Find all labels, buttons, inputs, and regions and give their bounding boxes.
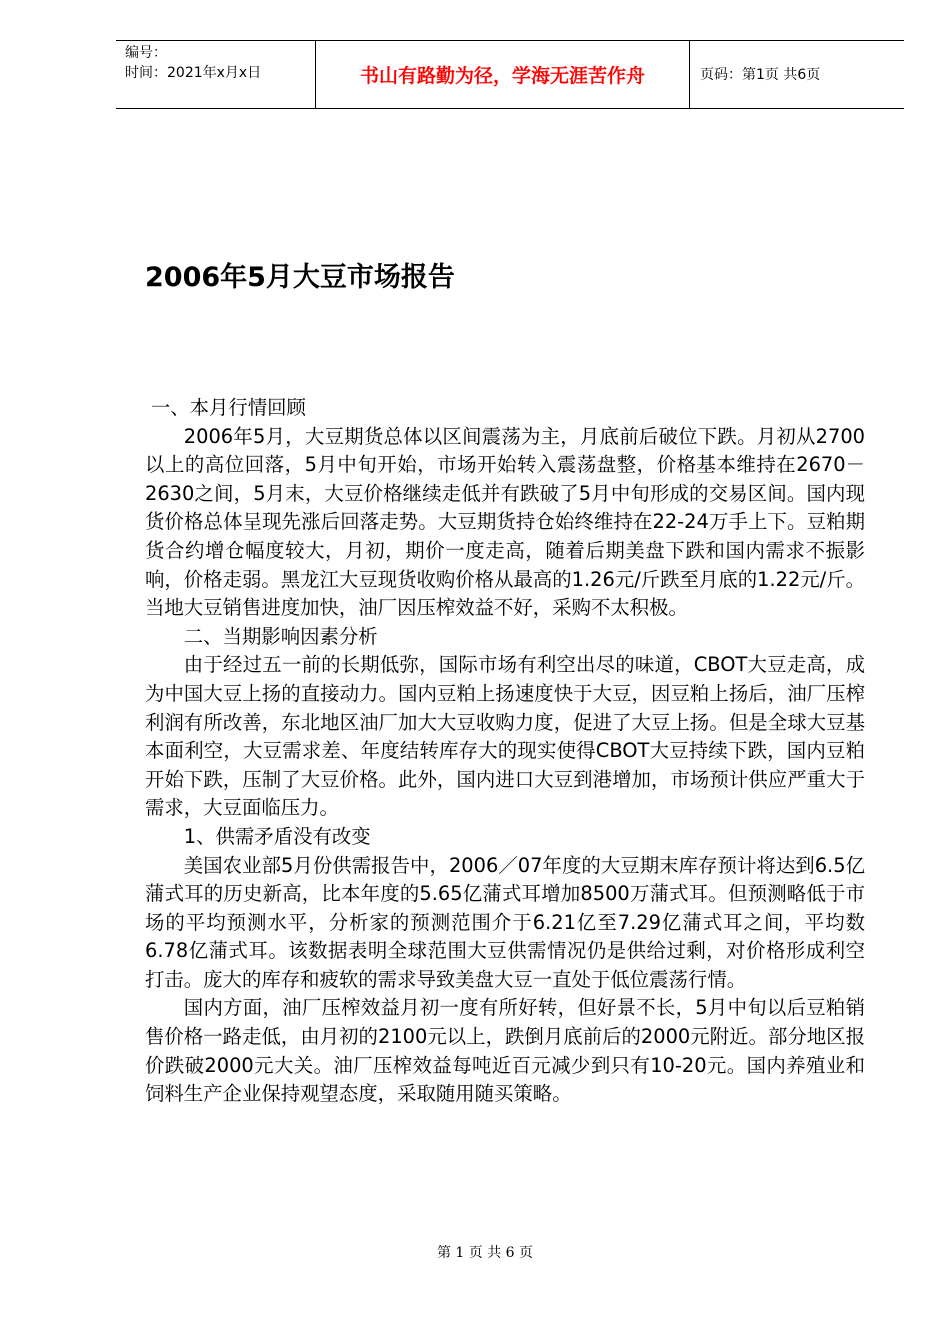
page-header [116,40,904,109]
paragraph: 2006年5月，大豆期货总体以区间震荡为主，月底前后破位下跌。月初从2700以上的高位回落，5月中旬开始，市场开始转入震荡盘整，价格基本维持在2670－2630之间，5月末，大豆价格继续走低并有跌破了5月中旬形成的交易区间。国内现货价格总体呈现先涨后回落走势。大豆期货持仓始终维持在22-24万手上下。豆粕期货合约增仓幅度较大，月初，期价一度走高，随着后期美盘下跌和国内需求不振影响，价格走弱。黑龙江大豆现货收购价格从最高的1.26元/斤跌至月底的1.22元/斤。当地大豆销售进度加快，油厂因压榨效益不好，采购不太积极。 [145,424,865,620]
header-motto-cell [316,41,690,108]
section-heading: 一、本月行情回顾 [150,396,306,419]
motto-text: 书山有路勤为径，学海无涯苦作舟 [359,65,645,87]
page-info: 页码：第1页 共6页 [700,67,821,83]
header-info-cell [116,41,316,108]
paragraph: 由于经过五一前的长期低弥，国际市场有利空出尽的味道，CBOT大豆走高，成为中国大豆上扬的直接动力。国内豆粕上扬速度快于大豆，因豆粕上扬后，油厂压榨利润有所改善，东北地区油厂加大大豆收购力度，促进了大豆上扬。但是全球大豆基本面利空，大豆需求差、年度结转库存大的现实使得CBOT大豆持续下跌，国内豆粕开始下跌，压制了大豆价格。此外，国内进口大豆到港增加，市场预计供应严重大于需求，大豆面临压力。 [145,653,865,820]
section-heading: 二、当期影响因素分析 [183,624,378,648]
document-title: 2006年5月大豆市场报告 [145,262,455,293]
paragraph: 国内方面，油厂压榨效益月初一度有所好转，但好景不长，5月中旬以后豆粕销售价格一路走低，由月初的2100元以上，跌倒月底前后的2000元附近。部分地区报价跌破2000元大关。油厂压榨效益每吨近百元减少到只有10-20元。国内养殖业和饲料生产企业保持观望态度，采取随用随买策略。 [145,996,865,1106]
header-page-cell [690,41,904,108]
document-body [145,394,865,1109]
paragraph: 美国农业部5月份供需报告中，2006／07年度的大豆期末库存预计将达到6.5亿蒲式耳的历史新高，比本年度的5.65亿蒲式耳增加8500万蒲式耳。但预测略低于市场的平均预测水平，分析家的预测范围介于6.21亿至7.29亿蒲式耳之间，平均数6.78亿蒲式耳。该数据表明全球范围大豆供需情况仍是供给过剩，对价格形成利空打击。庞大的库存和疲软的需求导致美盘大豆一直处于低位震荡行情。 [145,853,865,991]
page-footer [0,1244,950,1262]
number-label: 编号： [125,45,167,61]
subsection-heading: 1、供需矛盾没有改变 [183,824,371,848]
footer-page-number: 第 1 页 共 6 页 [436,1245,534,1261]
time-label: 时间：2021年x月x日 [125,65,262,81]
